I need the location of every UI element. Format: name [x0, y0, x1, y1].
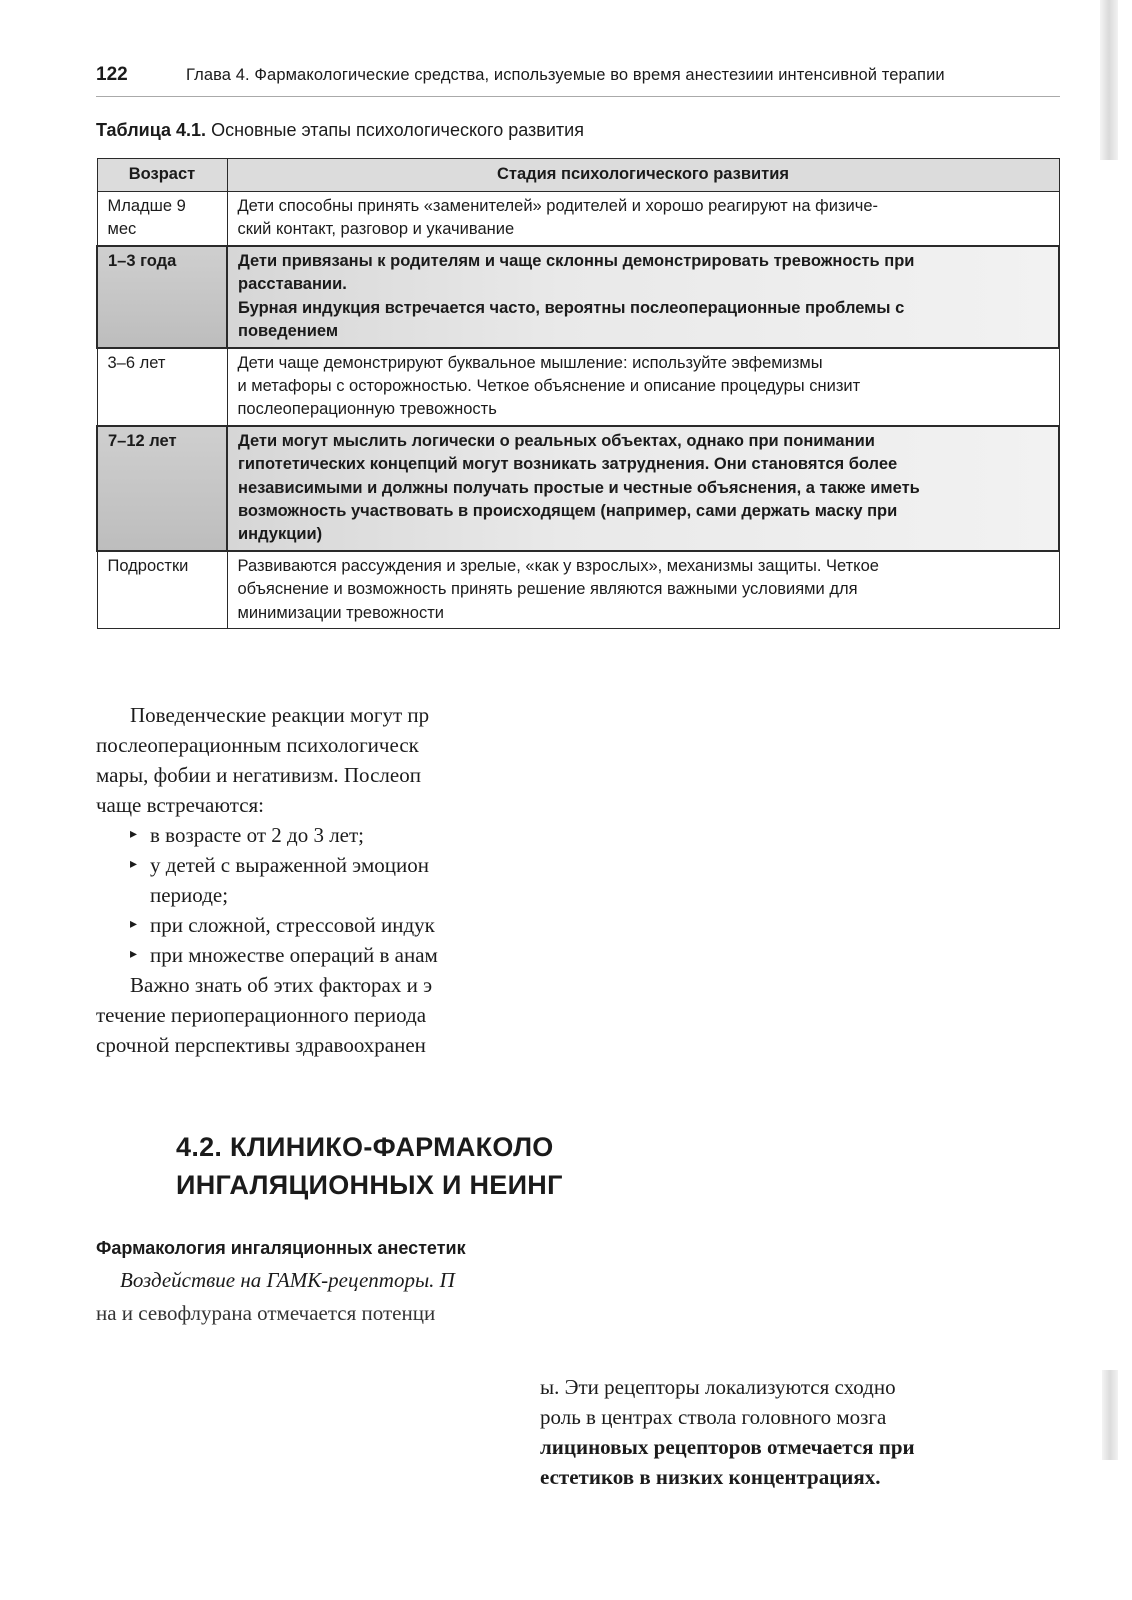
- stage-text-line: минимизации тревожности: [237, 603, 444, 622]
- age-text: 1–3 года: [108, 251, 177, 270]
- list-item: [96, 850, 556, 880]
- age-cell: [97, 192, 227, 246]
- list-item: [96, 940, 556, 970]
- section-heading: [176, 1128, 563, 1204]
- fragment-line: естетиков в низких концентрациях.: [540, 1465, 881, 1489]
- bullet-triangle-icon: ▸: [130, 917, 138, 932]
- text-fragment-column: [540, 1372, 1040, 1492]
- age-cell: [97, 551, 227, 629]
- paragraph-line: Поведенческие реакции могут пр: [130, 703, 430, 727]
- list-item: [96, 820, 556, 850]
- stage-text-line: Бурная индукция встречается часто, вероятны послеоперационные проблемы с: [238, 298, 905, 317]
- list-item-continuation: периоде;: [150, 883, 229, 907]
- stage-text-line: ский контакт, разговор и укачивание: [237, 220, 515, 239]
- scan-edge-shadow-lower: [1102, 1370, 1118, 1460]
- table-row: [97, 348, 1059, 426]
- fragment-line: роль в центрах ствола головного мозга: [540, 1405, 887, 1429]
- stage-text-line: объяснение и возможность принять решение являются важными условиями для: [237, 580, 858, 599]
- list-item-text: у детей с выраженной эмоцион: [150, 853, 430, 877]
- table-caption: [96, 120, 584, 141]
- section-heading-line: ИНГАЛЯЦИОННЫХ И НЕИНГ: [176, 1170, 563, 1200]
- stage-text-line: и метафоры с осторожностью. Четкое объяснение и описание процедуры снизит: [237, 376, 861, 395]
- table-row: [97, 551, 1059, 629]
- stage-text-line: Дети могут мыслить логически о реальных объектах, однако при понимании: [238, 431, 875, 450]
- age-cell: [97, 246, 227, 348]
- page-number: 122: [96, 64, 128, 85]
- age-text: 7–12 лет: [108, 431, 177, 450]
- paragraph-line: чаще встречаются:: [96, 793, 265, 817]
- scan-edge-shadow: [1100, 0, 1118, 160]
- table-row: [97, 192, 1059, 246]
- stage-text-line: возможность участвовать в происходящем (например, сами держать маску при: [238, 502, 898, 521]
- stage-text-line: поведением: [238, 322, 339, 341]
- stage-cell: [227, 551, 1059, 629]
- paragraph-line: Важно знать об этих факторах и э: [130, 973, 433, 997]
- clipped-text-line: на и севофлурана отмечается потенци: [96, 1301, 436, 1325]
- age-text: Подростки: [107, 556, 189, 575]
- table-caption-text: Основные этапы психологического развития: [211, 120, 584, 140]
- subsection-heading: Фармакология ингаляционных анестетик: [96, 1238, 466, 1258]
- fragment-line: лициновых рецепторов отмечается при: [540, 1435, 915, 1459]
- age-text: 3–6 лет: [107, 353, 166, 372]
- italic-run-in-heading: Воздействие на ГАМК-рецепторы. П: [120, 1268, 455, 1292]
- stage-text-line: Дети привязаны к родителям и чаще склонны демонстрировать тревожность при: [238, 251, 915, 270]
- column-header-age: Возраст: [97, 159, 227, 192]
- stage-cell: [227, 192, 1059, 246]
- stage-text-line: Дети чаще демонстрируют буквальное мышление: используйте эвфемизмы: [237, 353, 823, 372]
- body-text-column: [96, 700, 556, 1060]
- list-item-text: в возрасте от 2 до 3 лет;: [150, 823, 365, 847]
- bullet-triangle-icon: ▸: [130, 857, 138, 872]
- paragraph-line: срочной перспективы здравоохранен: [96, 1033, 426, 1057]
- stage-text-line: гипотетических концепций могут возникать затруднения. Они становятся более: [238, 455, 898, 474]
- age-text: Младше 9 мес: [107, 197, 186, 239]
- stage-text-line: индукции): [238, 525, 323, 544]
- section-heading-line: 4.2. КЛИНИКО-ФАРМАКОЛО: [176, 1132, 554, 1162]
- column-header-stage: Стадия психологического развития: [227, 159, 1059, 192]
- table-row: [97, 246, 1059, 348]
- table-header-row: [97, 159, 1059, 192]
- fragment-line: ы. Эти рецепторы локализуются сходно: [540, 1375, 896, 1399]
- stage-text-line: послеоперационную тревожность: [237, 400, 497, 419]
- stage-cell: [227, 246, 1059, 348]
- paragraph-line: мары, фобии и негативизм. Послеоп: [96, 763, 421, 787]
- list-item-text: при сложной, стрессовой индук: [150, 913, 435, 937]
- list-item-text: при множестве операций в анам: [150, 943, 438, 967]
- bullet-triangle-icon: ▸: [130, 947, 138, 962]
- chapter-title: Глава 4. Фармакологические средства, используемые во время анестезиии интенсивной терапии: [186, 66, 945, 84]
- list-item: [96, 910, 556, 940]
- stage-cell: [227, 348, 1059, 426]
- development-stages-table: [96, 158, 1060, 629]
- header-rule: [96, 96, 1060, 97]
- paragraph-line: течение периоперационного периода: [96, 1003, 427, 1027]
- bullet-triangle-icon: ▸: [130, 827, 138, 842]
- table-caption-label: Таблица 4.1.: [96, 120, 207, 140]
- stage-cell: [227, 426, 1059, 551]
- stage-text-line: независимыми и должны получать простые и честные объяснения, а также иметь: [238, 478, 920, 497]
- table-row: [97, 426, 1059, 551]
- stage-text-line: расставании.: [238, 275, 347, 294]
- stage-text-line: Развиваются рассуждения и зрелые, «как у взрослых», механизмы защиты. Четкое: [237, 556, 879, 575]
- stage-text-line: Дети способны принять «заменителей» родителей и хорошо реагируют на физиче-: [237, 197, 879, 215]
- running-head: [96, 64, 1056, 90]
- paragraph-line: послеоперационным психологическ: [96, 733, 419, 757]
- age-cell: [97, 348, 227, 426]
- age-cell: [97, 426, 227, 551]
